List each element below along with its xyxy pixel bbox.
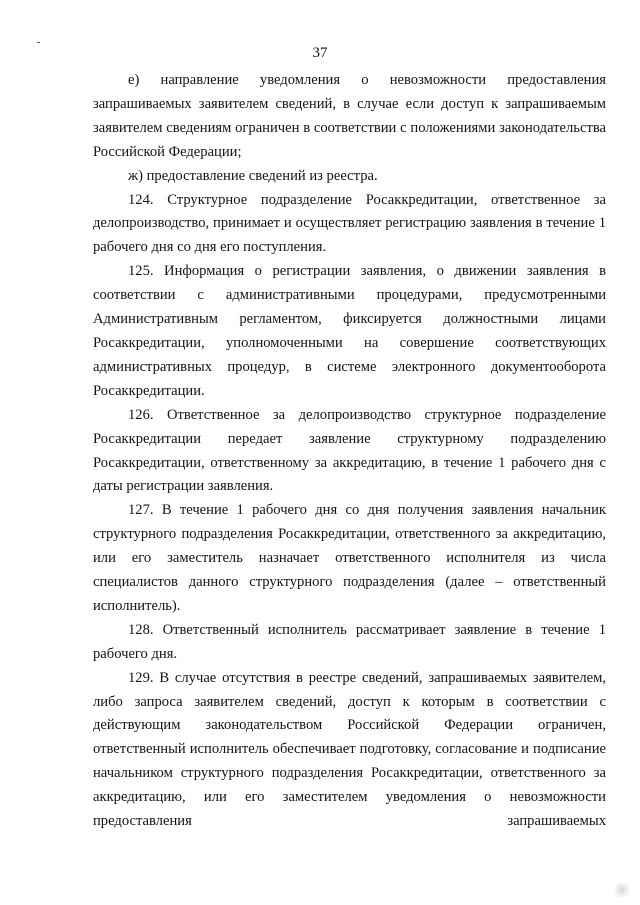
scan-speck xyxy=(37,42,40,43)
paragraph-item-zh: ж) предоставление сведений из реестра. xyxy=(128,167,378,184)
paragraph-127: 127. В течение 1 рабочего дня со дня получения заявления начальник структурного подразделения Росаккредитации, ответственного за аккредитацию, или его заместитель назначает ответственного исполнителя из числа специалистов данного структурного подразделения (далее – ответственный исполнитель). xyxy=(93,502,606,614)
paragraph-124: 124. Структурное подразделение Росаккредитации, ответственное за делопроизводство, принимает и осуществляет регистрацию заявления в течение 1 рабочего дня со дня его поступления. xyxy=(93,191,606,256)
paragraph-125: 125. Информация о регистрации заявления, о движении заявления в соответствии с административными процедурами, предусмотренными Административным регламентом, фиксируется должностными лицами Росаккредитации, уполномоченными на совершение соответствующих административных процедур, в системе электронного документооборота Росаккредитации. xyxy=(93,263,606,399)
paragraph-129: 129. В случае отсутствия в реестре сведений, запрашиваемых заявителем, либо запроса заявителем сведений, доступ к которым в соответствии с действующим законодательством Российской Федерации ограничен, ответственный исполнитель обеспечивает подготовку, согласование и подписание начальником структурного подразделения Росаккредитации, ответственного за аккредитацию, или его заместителем уведомления о невозможности предоставления запрашиваемых xyxy=(93,669,606,830)
scan-smudge xyxy=(611,883,633,897)
document-body xyxy=(93,69,606,834)
paragraph-126: 126. Ответственное за делопроизводство структурное подразделение Росаккредитации передает заявление структурному подразделению Росаккредитации, ответственному за аккредитацию, в течение 1 рабочего дня с даты регистрации заявления. xyxy=(93,406,606,495)
paragraph-item-e: е) направление уведомления о невозможности предоставления запрашиваемых заявителем сведений, в случае если доступ к запрашиваемым заявителем сведениям ограничен в соответствии с положениями законодательства Российской Федерации; xyxy=(93,72,606,160)
page-number: 37 xyxy=(312,45,328,61)
paragraph-128: 128. Ответственный исполнитель рассматривает заявление в течение 1 рабочего дня. xyxy=(93,621,606,662)
